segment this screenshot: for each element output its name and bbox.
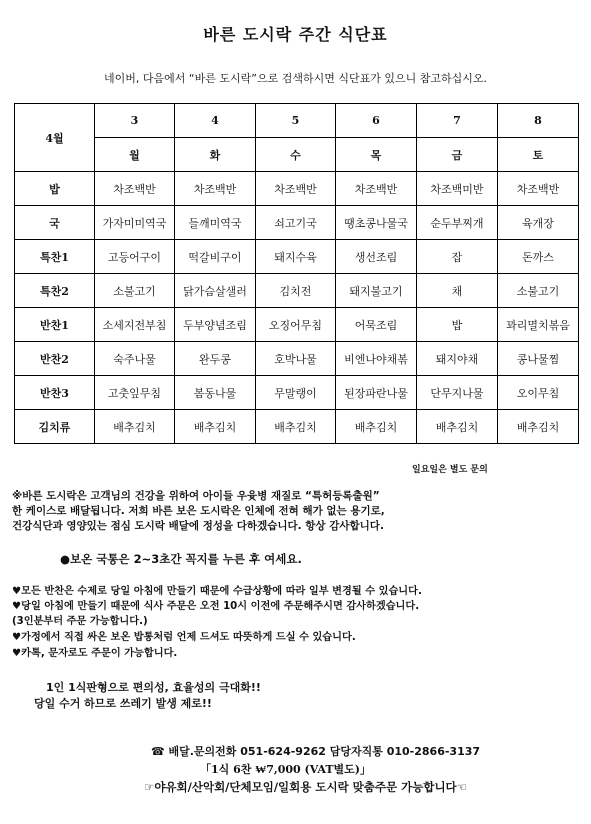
menu-row-special2: [15, 274, 579, 308]
price-info: 「1식 6찬 ₩7,000 (VAT별도)」: [200, 763, 371, 776]
soup-note: ●보온 국통은 2~3초간 꼭지를 누른 후 여세요.: [60, 552, 302, 566]
day-number: 5: [256, 104, 336, 138]
menu-cell: 소불고기: [95, 274, 175, 308]
menu-row-rice: [15, 172, 579, 206]
day-number: 4: [175, 104, 256, 138]
day-number: 6: [336, 104, 417, 138]
sunday-note: 일요일은 별도 문의: [412, 465, 488, 475]
day-number: 7: [417, 104, 498, 138]
page-title: 바른 도시락 주간 식단표: [203, 25, 388, 44]
menu-row-side2: [15, 342, 579, 376]
menu-cell: 가자미미역국: [95, 206, 175, 240]
day-name: 화: [175, 138, 256, 172]
menu-cell: 채: [417, 274, 498, 308]
menu-cell: 된장파란나물: [336, 376, 417, 410]
row-label: 특찬1: [15, 240, 95, 274]
menu-cell: 단무지나물: [417, 376, 498, 410]
day-name: 목: [336, 138, 417, 172]
contact-info: ☎ 배달.문의전화 051-624-9262 담당자직통 010-2866-3137: [150, 745, 481, 758]
menu-row-side1: [15, 308, 579, 342]
intro-line: 건강식단과 영양있는 점심 도시락 배달에 정성을 다하겠습니다. 항상 감사합니다.: [12, 520, 384, 532]
group-order-note: ☞야유회/산악회/단체모임/일회용 도시락 맞춤주문 가능합니다☜: [144, 780, 467, 794]
menu-cell: 땡초콩나물국: [336, 206, 417, 240]
promo-line: 당일 수거 하므로 쓰레기 발생 제로!!: [34, 697, 212, 710]
menu-cell: 비엔나야채볶: [336, 342, 417, 376]
menu-cell: 숙주나물: [95, 342, 175, 376]
menu-cell: 김치전: [256, 274, 336, 308]
menu-row-kimchi: [15, 410, 579, 444]
menu-cell: 쇠고기국: [256, 206, 336, 240]
intro-line: ※바른 도시락은 고객님의 건강을 위하여 아이들 우윳병 재질로 “특허등록출원”: [12, 490, 380, 502]
menu-cell: 무말랭이: [256, 376, 336, 410]
menu-row-special1: [15, 240, 579, 274]
menu-cell: 오이무침: [498, 376, 579, 410]
row-label: 김치류: [15, 410, 95, 444]
row-label: 국: [15, 206, 95, 240]
menu-cell: 돼지야채: [417, 342, 498, 376]
menu-cell: 돈까스: [498, 240, 579, 274]
menu-cell: 돼지불고기: [336, 274, 417, 308]
menu-cell: 순두부찌개: [417, 206, 498, 240]
menu-cell: 떡갈비구이: [175, 240, 256, 274]
menu-cell: 육개장: [498, 206, 579, 240]
menu-cell: 배추김치: [175, 410, 256, 444]
row-label: 반찬3: [15, 376, 95, 410]
menu-cell: 들깨미역국: [175, 206, 256, 240]
menu-cell: 오징어무침: [256, 308, 336, 342]
row-label: 밥: [15, 172, 95, 206]
menu-cell: 소불고기: [498, 274, 579, 308]
promo-line: 1인 1식판형으로 편의성, 효율성의 극대화!!: [46, 681, 261, 694]
menu-cell: 차조백미반: [417, 172, 498, 206]
bullet-line: ♥모든 반찬은 수제로 당일 아침에 만들기 때문에 수급상황에 따라 일부 변경될 수 있습니다.: [12, 586, 422, 597]
bullet-line: ♥카톡, 문자로도 주문이 가능합니다.: [12, 648, 178, 659]
menu-cell: 배추김치: [498, 410, 579, 444]
bullet-line: ♥당일 아침에 만들기 때문에 식사 주문은 오전 10시 이전에 주문해주시면 감사하겠습니다.: [12, 601, 420, 612]
menu-cell: 차조백반: [256, 172, 336, 206]
row-label: 반찬1: [15, 308, 95, 342]
menu-cell: 차조백반: [95, 172, 175, 206]
menu-cell: 봄동나물: [175, 376, 256, 410]
month-cell: 4월: [15, 104, 95, 172]
menu-cell: 두부양념조림: [175, 308, 256, 342]
menu-cell: 배추김치: [95, 410, 175, 444]
menu-cell: 어묵조림: [336, 308, 417, 342]
menu-cell: 잡: [417, 240, 498, 274]
weekly-menu-table: [14, 103, 579, 444]
menu-cell: 고춧잎무침: [95, 376, 175, 410]
day-name: 수: [256, 138, 336, 172]
menu-cell: 차조백반: [498, 172, 579, 206]
bullet-line: ♥가정에서 직접 싸온 보온 밥통처럼 언제 드셔도 따뜻하게 드실 수 있습니다.: [12, 632, 356, 643]
day-name: 토: [498, 138, 579, 172]
day-number: 3: [95, 104, 175, 138]
menu-cell: 꽈리멸치볶음: [498, 308, 579, 342]
menu-cell: 돼지수육: [256, 240, 336, 274]
menu-cell: 차조백반: [336, 172, 417, 206]
menu-cell: 닭가슴살샐러: [175, 274, 256, 308]
day-name: 금: [417, 138, 498, 172]
subtitle: 네이버, 다음에서 “바른 도시락”으로 검색하시면 식단표가 있으니 참고하십시오.: [104, 72, 487, 85]
menu-cell: 고등어구이: [95, 240, 175, 274]
menu-cell: 콩나물찜: [498, 342, 579, 376]
day-number: 8: [498, 104, 579, 138]
menu-cell: 배추김치: [417, 410, 498, 444]
menu-cell: 생선조림: [336, 240, 417, 274]
menu-cell: 소세지전부침: [95, 308, 175, 342]
day-name: 월: [95, 138, 175, 172]
intro-line: 한 케이스로 배달됩니다. 저희 바른 보은 도시락은 인체에 전혀 해가 없는 용기로,: [12, 505, 385, 517]
menu-cell: 차조백반: [175, 172, 256, 206]
row-label: 특찬2: [15, 274, 95, 308]
menu-row-soup: [15, 206, 579, 240]
menu-row-side3: [15, 376, 579, 410]
bullet-line: (3인분부터 주문 가능합니다.): [12, 616, 148, 627]
menu-cell: 완두콩: [175, 342, 256, 376]
row-label: 반찬2: [15, 342, 95, 376]
menu-cell: 배추김치: [256, 410, 336, 444]
menu-cell: 밥: [417, 308, 498, 342]
menu-cell: 배추김치: [336, 410, 417, 444]
menu-cell: 호박나물: [256, 342, 336, 376]
